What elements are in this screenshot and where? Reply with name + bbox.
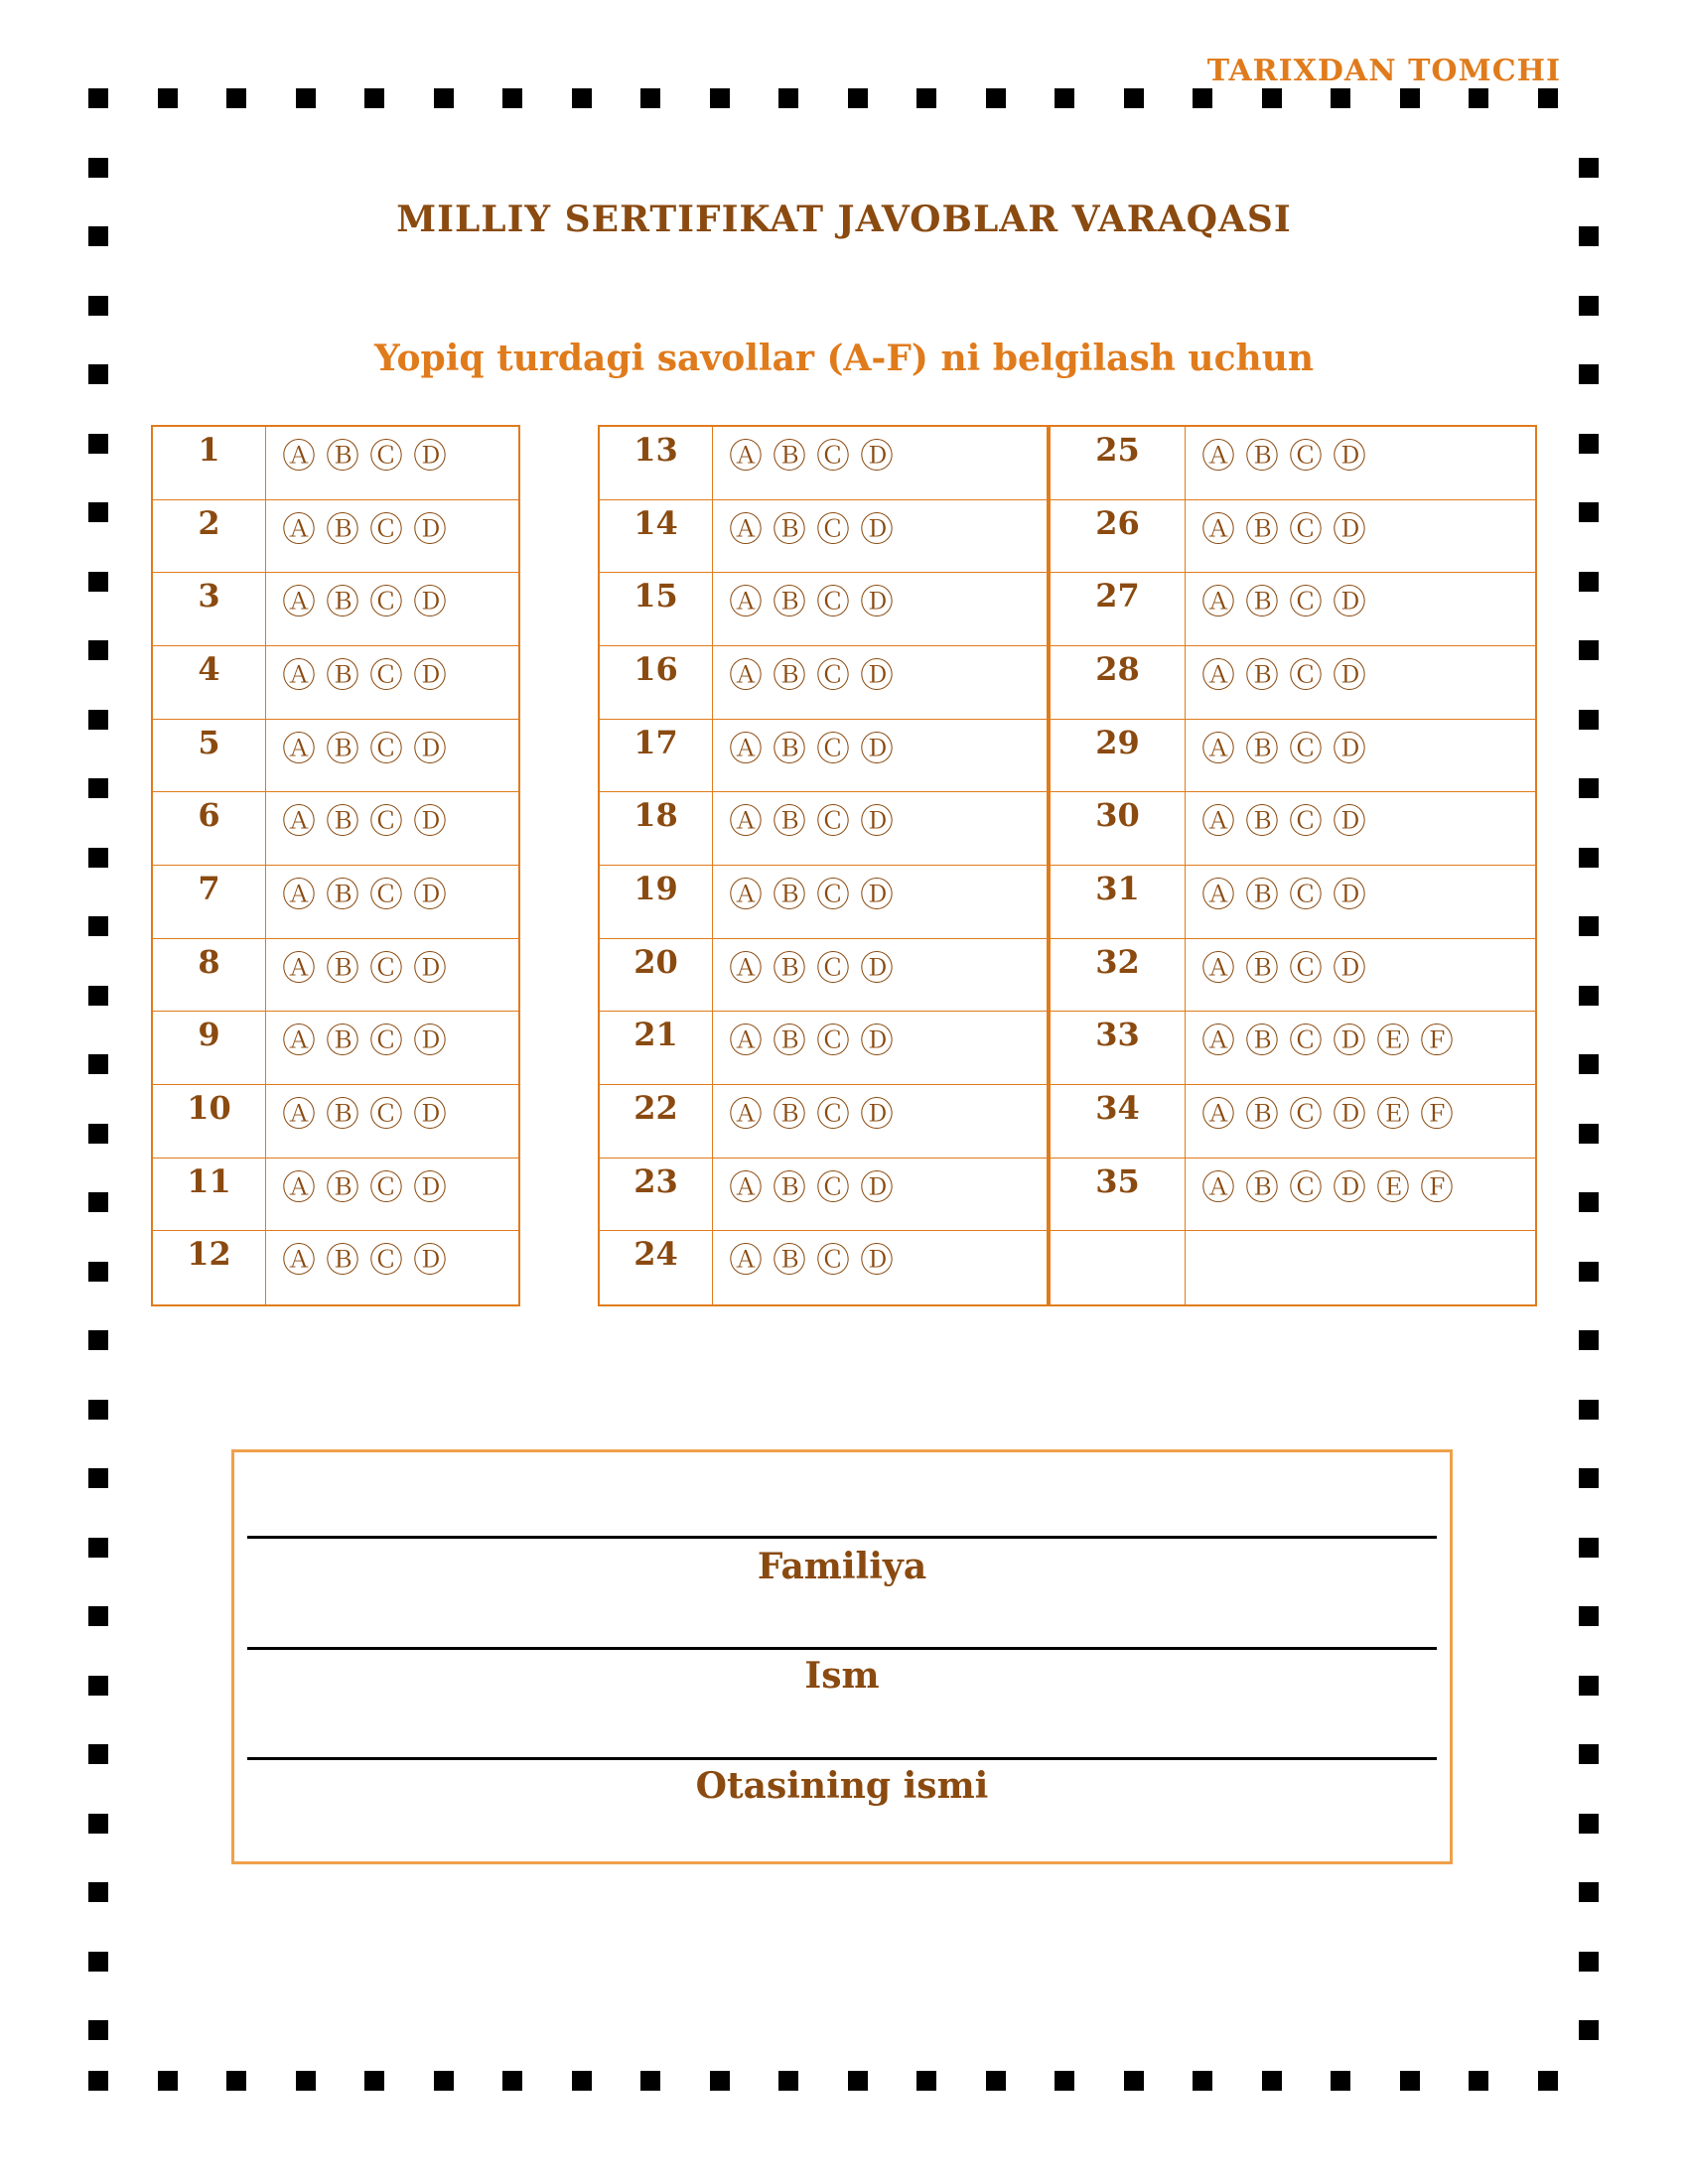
answer-grid-column-2: [598, 425, 1049, 1306]
border-dot: [88, 1744, 108, 1764]
border-dot: [1579, 502, 1599, 522]
answer-options[interactable]: ⒶⒷⒸⒹ: [1186, 573, 1535, 646]
border-dot: [88, 158, 108, 178]
border-dot: [88, 1400, 108, 1420]
border-dot: [1579, 158, 1599, 178]
border-dot: [916, 2071, 936, 2091]
border-dot: [434, 88, 454, 108]
border-dot: [502, 2071, 522, 2091]
question-number: 24: [600, 1231, 713, 1304]
question-number: 1: [153, 427, 266, 500]
question-number: 2: [153, 500, 266, 574]
border-dot: [1579, 1882, 1599, 1902]
border-dot: [1579, 848, 1599, 868]
answer-options[interactable]: ⒶⒷⒸⒹ: [266, 500, 518, 574]
border-dot: [88, 502, 108, 522]
answer-options[interactable]: ⒶⒷⒸⒹⒺⒻ: [1186, 1085, 1535, 1159]
question-number: 26: [1051, 500, 1186, 574]
border-dot: [1579, 1676, 1599, 1696]
border-dot: [1579, 1744, 1599, 1764]
border-dot: [364, 2071, 384, 2091]
border-dot: [1579, 2020, 1599, 2040]
border-dot: [1579, 1952, 1599, 1972]
border-dot: [986, 2071, 1006, 2091]
border-dot: [1124, 2071, 1144, 2091]
answer-grid-column-1: [151, 425, 520, 1306]
border-dot: [88, 1124, 108, 1144]
border-dot: [88, 434, 108, 454]
answer-options[interactable]: ⒶⒷⒸⒹ: [266, 792, 518, 866]
border-dot: [1579, 1400, 1599, 1420]
section-subtitle: Yopiq turdagi savollar (A-F) ni belgilash uchun: [373, 338, 1315, 379]
answer-options[interactable]: ⒶⒷⒸⒹⒺⒻ: [1186, 1012, 1535, 1085]
border-dot: [88, 916, 108, 936]
question-number: 28: [1051, 646, 1186, 720]
surname-line[interactable]: [247, 1536, 1437, 1539]
border-dot: [88, 778, 108, 798]
answer-options[interactable]: ⒶⒷⒸⒹ: [713, 720, 1047, 793]
question-number: 15: [600, 573, 713, 646]
border-dot: [1579, 640, 1599, 660]
border-dot: [88, 1054, 108, 1074]
border-dot: [88, 88, 108, 108]
answer-options[interactable]: ⒶⒷⒸⒹ: [713, 1085, 1047, 1159]
border-dot: [1124, 88, 1144, 108]
border-dot: [88, 640, 108, 660]
question-number: 27: [1051, 573, 1186, 646]
answer-options[interactable]: ⒶⒷⒸⒹ: [266, 1085, 518, 1159]
border-dot: [1579, 778, 1599, 798]
border-dot: [88, 2020, 108, 2040]
border-dot: [88, 1952, 108, 1972]
name-label: Ism: [804, 1655, 880, 1697]
border-dot: [158, 88, 178, 108]
answer-options[interactable]: ⒶⒷⒸⒹ: [266, 646, 518, 720]
question-number: 11: [153, 1159, 266, 1232]
border-dot: [848, 2071, 868, 2091]
border-dot: [88, 1468, 108, 1488]
border-dot: [434, 2071, 454, 2091]
border-dot: [1579, 434, 1599, 454]
question-number: 23: [600, 1159, 713, 1232]
answer-options[interactable]: [1186, 1231, 1535, 1304]
question-number: 25: [1051, 427, 1186, 500]
question-number: 33: [1051, 1012, 1186, 1085]
name-box: [231, 1449, 1453, 1864]
question-number: 31: [1051, 866, 1186, 939]
question-number: 12: [153, 1231, 266, 1304]
brand-label: TARIXDAN TOMCHI: [1206, 54, 1561, 88]
border-dot: [88, 848, 108, 868]
border-dot: [88, 986, 108, 1006]
border-dot: [572, 2071, 592, 2091]
question-number: 32: [1051, 939, 1186, 1013]
question-number: 20: [600, 939, 713, 1013]
patronymic-line[interactable]: [247, 1757, 1437, 1760]
surname-label: Familiya: [757, 1546, 927, 1587]
border-dot: [1579, 1468, 1599, 1488]
border-dot: [88, 1192, 108, 1212]
border-dot: [1579, 572, 1599, 592]
border-dot: [296, 2071, 316, 2091]
border-dot: [226, 2071, 246, 2091]
border-dot: [1579, 710, 1599, 730]
border-dot: [88, 1676, 108, 1696]
question-number: 5: [153, 720, 266, 793]
border-dot: [88, 1538, 108, 1558]
question-number: 6: [153, 792, 266, 866]
answer-options[interactable]: ⒶⒷⒸⒹ: [729, 1241, 904, 1282]
border-dot: [88, 572, 108, 592]
border-dot: [1055, 88, 1074, 108]
border-dot: [848, 88, 868, 108]
border-dot: [1579, 1606, 1599, 1626]
answer-options[interactable]: ⒶⒷⒸⒹ: [713, 646, 1047, 720]
answer-options[interactable]: ⒶⒷⒸⒹ: [1186, 866, 1535, 939]
question-number: 8: [153, 939, 266, 1013]
border-dot: [1331, 88, 1350, 108]
question-number: 4: [153, 646, 266, 720]
question-number: 9: [153, 1012, 266, 1085]
border-dot: [1538, 2071, 1558, 2091]
border-dot: [1055, 2071, 1074, 2091]
answer-options[interactable]: ⒶⒷⒸⒹ: [266, 720, 518, 793]
answer-options[interactable]: ⒶⒷⒸⒹ: [713, 1012, 1047, 1085]
question-number: 14: [600, 500, 713, 574]
answer-grid-column-3: [1049, 425, 1537, 1306]
border-dot: [1579, 1330, 1599, 1350]
question-number: 34: [1051, 1085, 1186, 1159]
question-number: 3: [153, 573, 266, 646]
border-dot: [1193, 88, 1212, 108]
border-dot: [640, 88, 660, 108]
question-number: 29: [1051, 720, 1186, 793]
border-dot: [1579, 1054, 1599, 1074]
answer-options[interactable]: ⒶⒷⒸⒹ: [266, 1159, 518, 1232]
border-dot: [640, 2071, 660, 2091]
question-number: 7: [153, 866, 266, 939]
answer-options[interactable]: ⒶⒷⒸⒹ: [266, 1012, 518, 1085]
border-dot: [710, 2071, 730, 2091]
border-dot: [1579, 916, 1599, 936]
answer-options[interactable]: ⒶⒷⒸⒹ: [713, 500, 1047, 574]
answer-options[interactable]: ⒶⒷⒸⒹ: [266, 939, 518, 1013]
border-dot: [158, 2071, 178, 2091]
name-line[interactable]: [247, 1647, 1437, 1650]
border-dot: [88, 1882, 108, 1902]
border-dot: [1193, 2071, 1212, 2091]
border-dot: [1579, 1538, 1599, 1558]
answer-options[interactable]: ⒶⒷⒸⒹ: [266, 866, 518, 939]
border-dot: [1579, 296, 1599, 316]
answer-options[interactable]: ⒶⒷⒸⒹ: [713, 939, 1047, 1013]
answer-options[interactable]: ⒶⒷⒸⒹ: [1186, 500, 1535, 574]
answer-options[interactable]: ⒶⒷⒸⒹ: [713, 1159, 1047, 1232]
border-dot: [88, 1606, 108, 1626]
border-dot: [1262, 88, 1282, 108]
answer-options[interactable]: ⒶⒷⒸⒹ: [1186, 646, 1535, 720]
answer-options[interactable]: ⒶⒷⒸⒹ: [266, 427, 518, 500]
answer-options[interactable]: ⒶⒷⒸⒹ: [1186, 427, 1535, 500]
border-dot: [1579, 986, 1599, 1006]
border-dot: [1579, 1262, 1599, 1282]
question-number: 35: [1051, 1159, 1186, 1232]
border-dot: [1579, 1124, 1599, 1144]
border-dot: [1400, 2071, 1420, 2091]
border-dot: [1400, 88, 1420, 108]
answer-options[interactable]: ⒶⒷⒸⒹ: [282, 1241, 457, 1282]
answer-options[interactable]: ⒶⒷⒸⒹⒺⒻ: [1186, 1159, 1535, 1232]
question-number: [1051, 1231, 1186, 1304]
question-number: 21: [600, 1012, 713, 1085]
border-dot: [1262, 2071, 1282, 2091]
question-number: 16: [600, 646, 713, 720]
answer-options[interactable]: ⒶⒷⒸⒹ: [266, 573, 518, 646]
border-dot: [1469, 2071, 1488, 2091]
border-dot: [88, 1330, 108, 1350]
page-title: MILLIY SERTIFIKAT JAVOBLAR VARAQASI: [396, 199, 1292, 240]
question-number: 13: [600, 427, 713, 500]
border-dot: [710, 88, 730, 108]
border-dot: [88, 710, 108, 730]
border-dot: [778, 2071, 798, 2091]
border-dot: [364, 88, 384, 108]
answer-options[interactable]: ⒶⒷⒸⒹ: [713, 427, 1047, 500]
question-number: 18: [600, 792, 713, 866]
answer-options[interactable]: ⒶⒷⒸⒹ: [713, 573, 1047, 646]
border-dot: [226, 88, 246, 108]
border-dot: [916, 88, 936, 108]
border-dot: [296, 88, 316, 108]
answer-options[interactable]: ⒶⒷⒸⒹ: [1186, 939, 1535, 1013]
border-dot: [88, 296, 108, 316]
question-number: 22: [600, 1085, 713, 1159]
border-dot: [986, 88, 1006, 108]
answer-options[interactable]: ⒶⒷⒸⒹ: [1186, 720, 1535, 793]
border-dot: [1579, 1814, 1599, 1834]
question-number: 17: [600, 720, 713, 793]
border-dot: [88, 1262, 108, 1282]
border-dot: [88, 1814, 108, 1834]
question-number: 10: [153, 1085, 266, 1159]
question-number: 19: [600, 866, 713, 939]
answer-options[interactable]: ⒶⒷⒸⒹ: [1186, 792, 1535, 866]
patronymic-label: Otasining ismi: [695, 1765, 989, 1807]
border-dot: [1579, 1192, 1599, 1212]
border-dot: [778, 88, 798, 108]
border-dot: [1538, 88, 1558, 108]
border-dot: [88, 2071, 108, 2091]
answer-options[interactable]: ⒶⒷⒸⒹ: [713, 792, 1047, 866]
border-dot: [1469, 88, 1488, 108]
answer-options[interactable]: ⒶⒷⒸⒹ: [713, 866, 1047, 939]
border-dot: [502, 88, 522, 108]
border-dot: [572, 88, 592, 108]
question-number: 30: [1051, 792, 1186, 866]
border-dot: [1331, 2071, 1350, 2091]
